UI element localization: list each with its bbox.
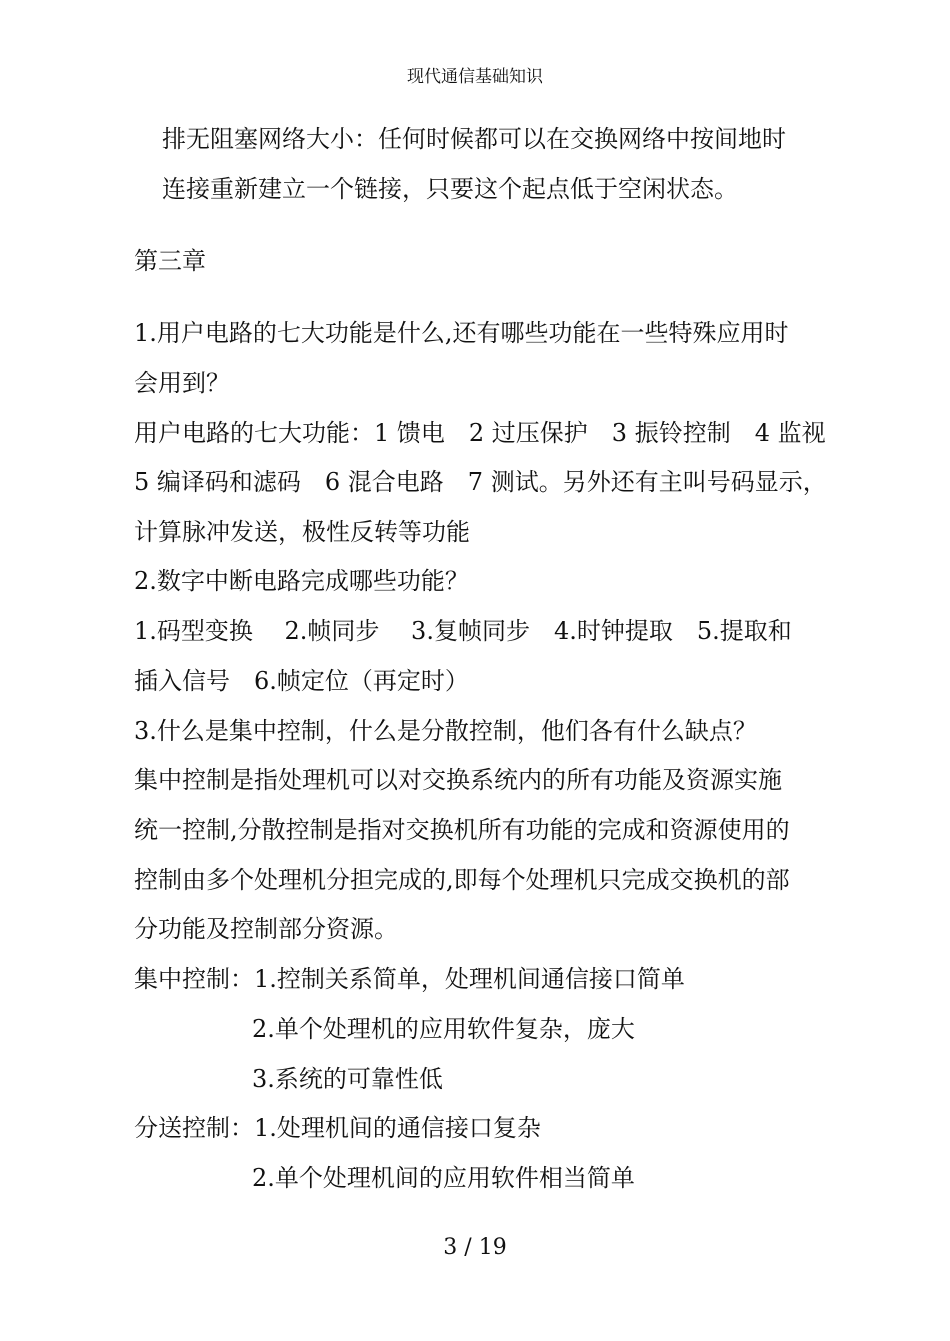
question-heading: 2.数字中断电路完成哪些功能？ (134, 567, 469, 595)
list-line: 3.系统的可靠性低 (252, 1065, 443, 1093)
answer-line: 控制由多个处理机分担完成的,即每个处理机只完成交换机的部 (134, 866, 790, 894)
page-number: 3 / 19 (443, 1235, 507, 1260)
answer-line: 集中控制是指处理机可以对交换系统内的所有功能及资源实施 (134, 766, 782, 794)
answer-line: 1.码型变换 2.帧同步 3.复帧同步 4.时钟提取 5.提取和 (134, 617, 792, 645)
paragraph-line: 排无阻塞网络大小：任何时候都可以在交换网络中按间地时 (162, 125, 786, 153)
list-line: 分送控制：1.处理机间的通信接口复杂 (134, 1114, 541, 1142)
page-header-title: 现代通信基础知识 (407, 67, 543, 87)
answer-line: 5 编译码和滤码 6 混合电路 7 测试。另外还有主叫号码显示， (134, 468, 827, 496)
answer-line: 分功能及控制部分资源。 (134, 915, 398, 943)
question-heading: 3.什么是集中控制，什么是分散控制，他们各有什么缺点？ (134, 717, 757, 745)
question-heading: 1.用户电路的七大功能是什么,还有哪些功能在一些特殊应用时 (134, 319, 789, 347)
answer-line: 统一控制,分散控制是指对交换机所有功能的完成和资源使用的 (134, 816, 790, 844)
answer-line: 插入信号 6.帧定位（再定时） (134, 667, 469, 695)
list-line: 集中控制：1.控制关系简单，处理机间通信接口简单 (134, 965, 685, 993)
answer-line: 用户电路的七大功能：1 馈电 2 过压保护 3 振铃控制 4 监视 (134, 419, 826, 447)
list-line: 2.单个处理机间的应用软件相当简单 (252, 1164, 635, 1192)
chapter-heading: 第三章 (134, 247, 206, 275)
question-heading: 会用到？ (134, 369, 230, 397)
list-line: 2.单个处理机的应用软件复杂，庞大 (252, 1015, 635, 1043)
paragraph-line: 连接重新建立一个链接，只要这个起点低于空闲状态。 (162, 175, 738, 203)
answer-line: 计算脉冲发送，极性反转等功能 (134, 518, 470, 546)
